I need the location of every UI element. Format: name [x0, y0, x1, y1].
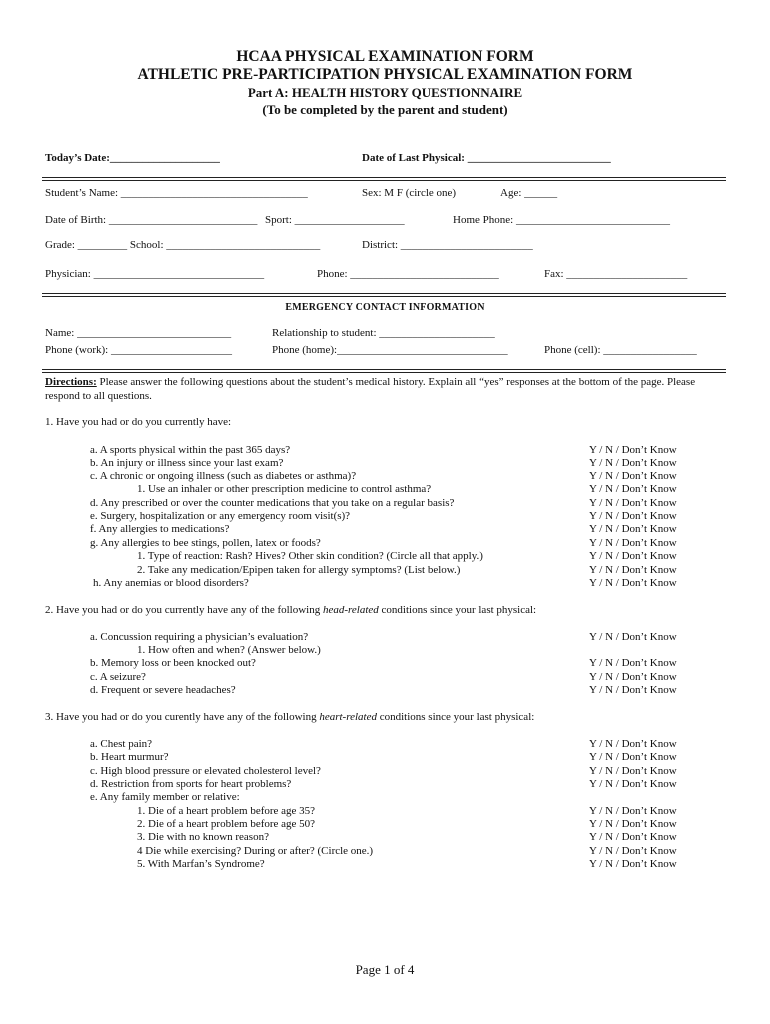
answer-choice[interactable]: Y / N / Don’t Know [589, 537, 677, 549]
answer-choice[interactable]: Y / N / Don’t Know [589, 858, 677, 870]
answer-choice[interactable]: Y / N / Don’t Know [589, 684, 677, 696]
answer-choice[interactable]: Y / N / Don’t Know [589, 564, 677, 576]
question-item: 1. Type of reaction: Rash? Hives? Other skin condition? (Circle all that apply.) [137, 550, 483, 562]
question-item: f. Any allergies to medications? [90, 523, 230, 535]
question-item: b. An injury or illness since your last exam? [90, 457, 284, 469]
emergency-heading: EMERGENCY CONTACT INFORMATION [285, 302, 485, 313]
answer-choice[interactable]: Y / N / Don’t Know [589, 550, 677, 562]
age-field[interactable]: Age: ______ [500, 187, 558, 199]
question-item: d. Restriction from sports for heart problems? [90, 778, 292, 790]
divider [42, 177, 726, 181]
answer-choice[interactable]: Y / N / Don’t Know [589, 457, 677, 469]
answer-choice[interactable]: Y / N / Don’t Know [589, 577, 677, 589]
relationship-field[interactable]: Relationship to student: _____________________ [272, 327, 495, 339]
question-item: 4 Die while exercising? During or after? (Circle one.) [137, 845, 374, 857]
question-item: c. A chronic or ongoing illness (such as diabetes or asthma)? [90, 470, 357, 482]
physician-field[interactable]: Physician: _______________________________ [45, 268, 265, 280]
section3-heading-pre: 3. Have you had or do you curently have any of the following [45, 711, 320, 723]
dob-field[interactable]: Date of Birth: ___________________________ [45, 214, 258, 226]
question-item: 1. How often and when? (Answer below.) [137, 644, 321, 656]
question-item: 1. Die of a heart problem before age 35? [137, 805, 316, 817]
answer-choice[interactable]: Y / N / Don’t Know [589, 845, 677, 857]
section3-heading [45, 711, 534, 723]
answer-choice[interactable]: Y / N / Don’t Know [589, 805, 677, 817]
answer-choice[interactable]: Y / N / Don’t Know [589, 765, 677, 777]
phone-home-field[interactable]: Phone (home):_______________________________ [272, 344, 508, 356]
answer-choice[interactable]: Y / N / Don’t Know [589, 751, 677, 763]
answer-choice[interactable]: Y / N / Don’t Know [589, 818, 677, 830]
answer-choice[interactable]: Y / N / Don’t Know [589, 657, 677, 669]
question-item: e. Surgery, hospitalization or any emergency room visit(s)? [90, 510, 351, 522]
section2-heading [45, 604, 536, 616]
phone-cell-field[interactable]: Phone (cell): _________________ [544, 344, 697, 356]
question-item: 2. Take any medication/Epipen taken for allergy symptoms? (List below.) [137, 564, 461, 576]
question-item: b. Memory loss or been knocked out? [90, 657, 256, 669]
divider [42, 293, 726, 297]
directions-label: Directions: [45, 376, 97, 388]
page-number: Page 1 of 4 [355, 962, 415, 977]
form-title: HCAA PHYSICAL EXAMINATION FORM [236, 48, 534, 65]
section2-heading-em: head-related [322, 604, 379, 616]
physician-phone-field[interactable]: Phone: ___________________________ [317, 268, 499, 280]
answer-choice[interactable]: Y / N / Don’t Know [589, 523, 677, 535]
question-item: 3. Die with no known reason? [137, 831, 269, 843]
directions-text [45, 376, 695, 388]
section2-heading-post: conditions since your last physical: [378, 604, 537, 616]
answer-choice[interactable]: Y / N / Don’t Know [589, 497, 677, 509]
home-phone-field[interactable]: Home Phone: ____________________________ [453, 214, 670, 226]
question-item: a. Chest pain? [90, 738, 153, 750]
question-item: b. Heart murmur? [90, 751, 169, 763]
directions-body: Please answer the following questions about the student’s medical history. Explain all “yes” responses at the bottom of the page. Please [96, 376, 696, 388]
section3-heading-post: conditions since your last physical: [376, 711, 535, 723]
emergency-name-field[interactable]: Name: ____________________________ [45, 327, 232, 339]
question-item: a. Concussion requiring a physician’s evaluation? [90, 631, 309, 643]
answer-choice[interactable]: Y / N / Don’t Know [589, 470, 677, 482]
answer-choice[interactable]: Y / N / Don’t Know [589, 483, 677, 495]
completion-note: (To be completed by the parent and student) [262, 102, 508, 117]
question-item: c. A seizure? [90, 671, 146, 683]
divider [42, 369, 726, 373]
question-item: c. High blood pressure or elevated cholesterol level? [90, 765, 321, 777]
part-heading: Part A: HEALTH HISTORY QUESTIONNAIRE [247, 85, 523, 100]
sport-field[interactable]: Sport: ____________________ [265, 214, 405, 226]
answer-choice[interactable]: Y / N / Don’t Know [589, 738, 677, 750]
question-item: 1. Use an inhaler or other prescription medicine to control asthma? [137, 483, 432, 495]
todays-date-field[interactable]: Today’s Date:____________________ [45, 152, 220, 164]
fax-field[interactable]: Fax: ______________________ [544, 268, 688, 280]
question-item: d. Any prescribed or over the counter medications that you take on a regular basis? [90, 497, 455, 509]
question-item: h. Any anemias or blood disorders? [93, 577, 249, 589]
question-item: a. A sports physical within the past 365 days? [90, 444, 291, 456]
last-physical-field[interactable]: Date of Last Physical: __________________________ [362, 152, 611, 164]
question-item: 5. With Marfan’s Syndrome? [137, 858, 265, 870]
sex-field[interactable]: Sex: M F (circle one) [362, 187, 457, 199]
section2-heading-pre: 2. Have you had or do you currently have any of the following [45, 604, 323, 616]
question-item: 2. Die of a heart problem before age 50? [137, 818, 316, 830]
phone-work-field[interactable]: Phone (work): ______________________ [45, 344, 232, 356]
directions-text-2: respond to all questions. [45, 390, 152, 402]
question-item: d. Frequent or severe headaches? [90, 684, 236, 696]
question-item: g. Any allergies to bee stings, pollen, latex or foods? [90, 537, 321, 549]
answer-choice[interactable]: Y / N / Don’t Know [589, 631, 677, 643]
section1-heading: 1. Have you had or do you currently have: [45, 416, 232, 428]
grade-school-field[interactable]: Grade: _________ School: ____________________________ [45, 239, 321, 251]
answer-choice[interactable]: Y / N / Don’t Know [589, 778, 677, 790]
answer-choice[interactable]: Y / N / Don’t Know [589, 444, 677, 456]
form-subtitle: ATHLETIC PRE-PARTICIPATION PHYSICAL EXAMINATION FORM [137, 66, 633, 83]
answer-choice[interactable]: Y / N / Don’t Know [589, 510, 677, 522]
answer-choice[interactable]: Y / N / Don’t Know [589, 671, 677, 683]
section3-heading-em: heart-related [319, 711, 377, 723]
question-item: e. Any family member or relative: [90, 791, 240, 803]
district-field[interactable]: District: ________________________ [362, 239, 533, 251]
answer-choice[interactable]: Y / N / Don’t Know [589, 831, 677, 843]
student-name-field[interactable]: Student’s Name: __________________________________ [45, 187, 308, 199]
